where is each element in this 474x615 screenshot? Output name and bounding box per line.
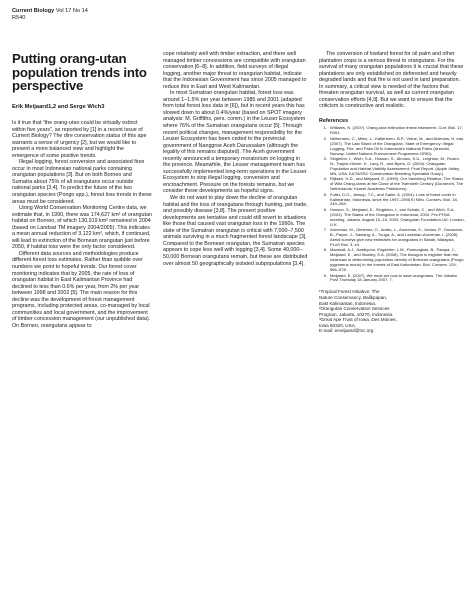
reference-item	[319, 126, 465, 136]
author-affiliations	[319, 289, 465, 334]
affiliation-line: ²Orangutan Conservation Services	[319, 306, 390, 312]
journal-volume: Vol 17 No 14	[55, 8, 88, 14]
reference-text: Husson, S., Meijaard, E., Singleton, I., van Schaik, C., and Wich, S.A. (2003). The Status of the Orangutan in Indonesia, 2003. Pre-PHVA meeting, Jakarta, August 10–15, 2003. Orangutan Foundation-UK: London, U.K.	[330, 206, 465, 227]
reference-item	[319, 208, 465, 228]
reference-number: 3.	[323, 156, 327, 162]
reference-number: 6.	[323, 206, 327, 212]
reference-item	[319, 228, 465, 248]
reference-item	[319, 177, 465, 192]
reference-item	[319, 248, 465, 273]
reference-number: 4.	[323, 176, 327, 182]
reference-text: Ancrenaz, M., Gimenez, O., Ambu, L., Ancrenaz, K., Andau, P., Goossens, B., Payne, J., Sawang, A., Tuuga, A., and Lackman-Ancrenaz, I. (2005). Aerial surveys give new estimates for orangutans in Sabah, Malaysia. PLoS Biol. 3, e3.	[330, 227, 464, 247]
page-number: R540	[12, 15, 26, 21]
paragraph: cope relatively well with timber extraction, and there well managed timber concessions are compatible with orangutan conservation [6–8]. In addition, field surveys of illegal logging, another major threat to orangutan habitat, indicate that the Indonesian Government has since 2005 managed to reduce this in East and West Kalimantan.	[163, 51, 307, 90]
affiliation-line: East Kalimantan, Indonesia.	[319, 300, 377, 306]
reference-text: Rijksen, H.D., and Meijaard, E. (1999). Our Vanishing Relative. The Status of Wild Orang-utans at the Close of the Twentieth Century (Dordrecht, The Netherlands: Kluwer Academic Publishers).	[330, 176, 464, 192]
reference-list	[319, 126, 465, 283]
paragraph: Illegal logging, forest conversion and associated fires occur in most Indonesian national parks containing orangutan populations [3]. But on both Borneo and Sumatra about 75% of all orangutans occur outside national parks [3,4]. To predict the future of the two orangutan species (Pongo spp.), forest loss trends in these areas must be considered.	[12, 159, 152, 205]
paragraph: Using World Conservation Monitoring Centre data, we estimate that, in 1990, there was 174,627 km² of orangutan habitat on Borneo, of which 130,919 km² remained in 2004 (based on Landsat TM imagery 2004/2005). This indicates a mean annual reduction of 3,122 km², which, if continued, will lead to extinction of the Bornean orangutan just before 2050, if habitat loss were the only factor considered.	[12, 205, 152, 251]
affiliation-line: ³Great Ape Trust of Iowa, Des Moines,	[319, 317, 397, 323]
affiliation-line: Nature Conservancy, Balikpapan,	[319, 294, 388, 300]
reference-number: 5.	[323, 191, 327, 197]
paragraph: Different data sources and methodologies produce different forest loss estimates. Rather than quibble over numbers we point to hopeful trends. Our forest cover monitoring indicates that by 2005, the rate of loss of orangutan habitat in East Kalimantan Province had declined to less than 0.6% per year, from 2% per year between 1998 and 2002 [5]. The main reason for this decline was the development of forest management programs, including protected areas, co-managed by local communities and local government, and the improvement of timber concession management (our unpublished data). On Borneo, orangutans appear to	[12, 250, 151, 329]
paragraph: The conversion of lowland forest for oil palm and other plantation crops is a serious threat to orangutans. For the survival of many orangutan populations it is crucial that these plantations are only established on deforested and heavily degraded lands and that fire is not used in land preparation. In summary, a critical view is needed of the factors that threaten orangutan survival, as well as current orangutan conservation efforts [4,9]. But we want to ensure that the criticism is constructive and realistic.	[319, 51, 464, 110]
reference-text: Nellemann, C., Miles, L., Kaltenborn, B.P., Virtue, M., and Ahlenius, H. eds. (2007). The Last Stand of the Orangutan. State of Emergency: Illegal Logging, Fire, and Palm Oil in Indonesia's National Parks (Arendal, Norway: United Nations Environment Programme-GRID).	[330, 135, 465, 156]
affiliation-line: ¹Tropical Forest Initiative, The	[319, 289, 380, 295]
reference-text: Williams, N. (2007). Orang-utan extinction threat elsewhere. Curr. Biol. 17, R261.	[330, 125, 463, 136]
reference-number: 2.	[323, 135, 327, 141]
reference-item	[319, 274, 465, 284]
reference-item	[319, 157, 465, 177]
reference-number: 8.	[323, 247, 327, 253]
journal-header	[12, 8, 88, 22]
reference-number: 7.	[323, 227, 327, 233]
reference-text: Fuller, D.O., Jessup, T.C., and Salim, A. (2004). Loss of forest cover in Kalimantan, Indonesia, since the 1997–1998 El Niño. Conserv. Biol. 18, 249–254.	[330, 191, 458, 207]
contact-email[interactable]: E-mail: emeijaard@tnc.org	[319, 328, 374, 334]
paragraph: We do not want to play down the decline of orangutan habitat and the loss of orangutans through hunting, pet trade, and possibly disease [3,8]. The present positive developments are tentative and could still revert to situations like those that caused vast orangutan loss in the 1990s. The state of the Sumatran orangutan is critical with 7,000–7,500 animals surviving in a much fragmented forest landscape [3]. Compared to the Bornean orangutan, the Sumatran species appears to cope less well with logging [3,4]. Some 40,000–50,000 Bornean orangutans remain, but these are distributed over almost 50 geographically isolated subpopulations [3,4].	[163, 195, 308, 267]
reference-number: 1.	[323, 125, 327, 131]
reference-text: Marshall, A.J., Nardiyono, Engström, L.M., Pamungkas, B., Palapa, J., Meijaard, E., and Stanley, S.A. (2006). The blowgun is mightier than the chainsaw in determining population density of Bornean orangutans (Pongo pygmaeus morio) in the forests of East Kalimantan. Biol. Conserv. 129, 566–578.	[330, 247, 464, 272]
reference-text: Meijaard, E. (2007). We must act now to save orangutans. The Jakarta Post Thursday 18 January 2007, 7.	[330, 272, 457, 283]
article-authors: Erik Meijaard1,2 and Serge Wich3	[12, 104, 105, 110]
column-1	[12, 120, 152, 330]
reference-item	[319, 137, 465, 157]
reference-text: Singleton, I., Wich, S.A., Husson, S., Atmoko, S.U., Leighton, M., Rosen, N., Traylor-Holzer, K., Lacy, R., and Byers, O. (2004). Orangutan Population and Habitat Viability Assessment: Final Report. (Apple Valley, MN, USA: IUCN/SSC Conservation Breeding Specialist Group).	[330, 156, 461, 176]
journal-name: Current Biology	[12, 8, 55, 14]
article-title: Putting orang-utan population trends into perspective	[12, 51, 147, 94]
paragraph: Is it true that “the orang-utan could be virtually extinct within five years”, as reported by [1] in a recent issue of Current Biology? The dire conservation status of this ape warrants a sense of urgency [2], but we would like to present a more balanced view and highlight the emergence of some positive trends.	[12, 120, 147, 159]
column-3	[319, 51, 465, 334]
references-heading: References	[319, 117, 349, 124]
affiliation-line: Iowa 50320, USA.	[319, 322, 357, 328]
paragraph: In most Sumatran orangutan habitat, forest loss was around 1–1.5% per year between 1985 and 2001 (adapted from total forest loss data in [6]), but in recent years this has slowed down to about 0.4%/year (based on SPOT imagery analysis: M. Griffiths, pers. comm.) in the Leuser Ecosystem where 76% of the Sumatran orangutans occur [5]. Through recent political changes, management responsibility for the Leuser Ecosystem has been ceded to the provincial government of Nanggroe Aceh Darussalam (although the legality of this remains disputed). The Aceh government recently announced a temporary moratorium on logging in the province. Meanwhile, the Leuser management team has successfully implemented long-term operations in the Leuser Ecosystem to stop illegal logging, conversion and encroachment. Pressure on the forests remains, but we consider these developments as hopeful signs.	[163, 90, 307, 195]
reference-item	[319, 193, 465, 208]
affiliation-line: Program, Jakarta, 10270, Indonesia.	[319, 311, 394, 317]
reference-number: 9.	[323, 272, 327, 278]
column-2	[163, 51, 308, 267]
